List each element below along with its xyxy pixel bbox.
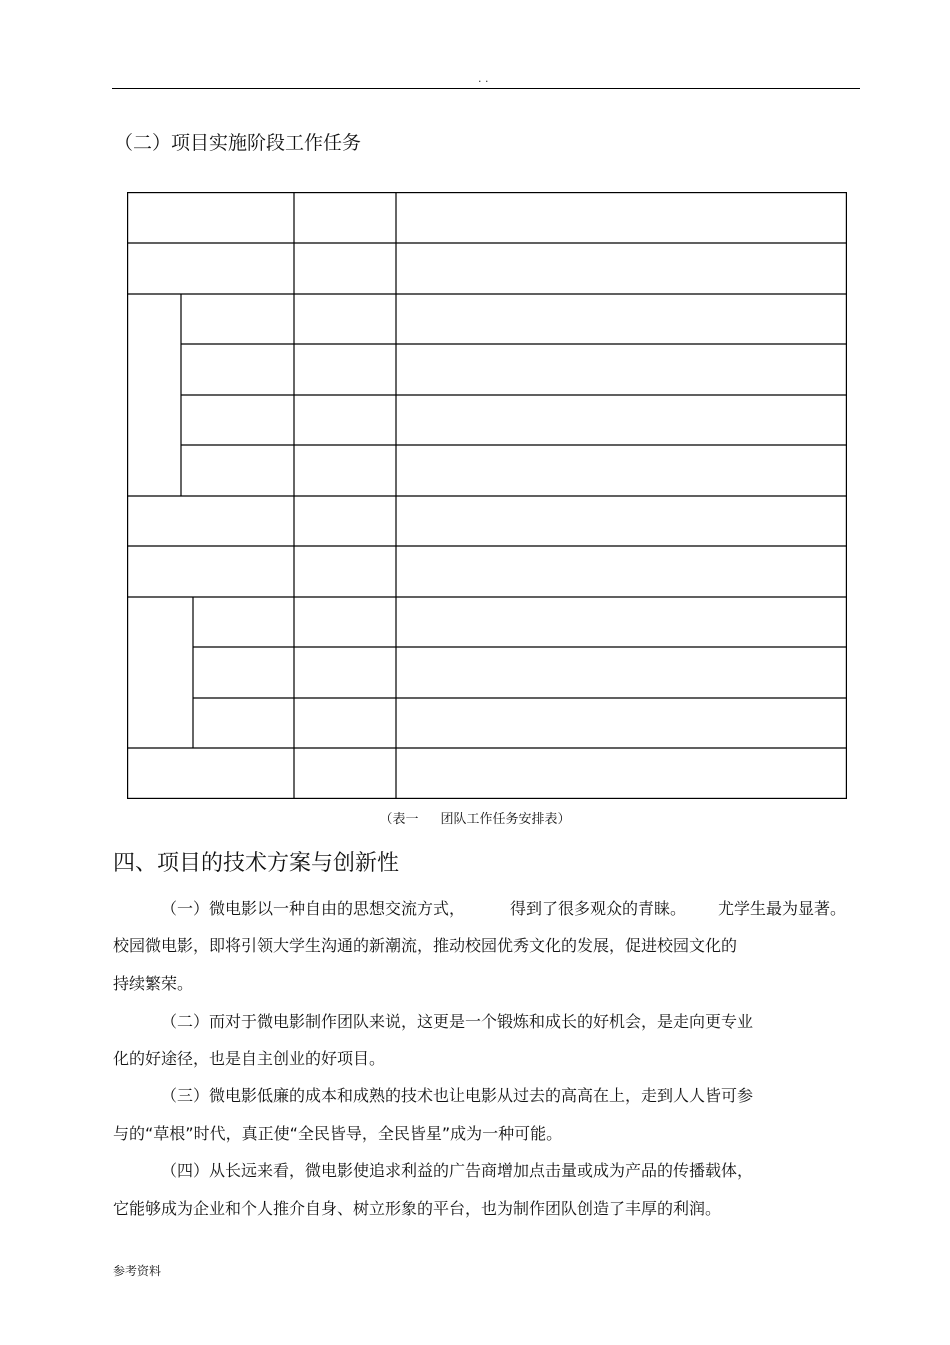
para-2-line: 校园微电影，即将引领大学生沟通的新潮流，推动校园优秀文化的发展，促进校园文化的 [113, 936, 738, 955]
table-caption [0, 808, 950, 827]
task-table [127, 192, 847, 799]
para-1-line-b: 得到了很多观众的青睐。 [510, 899, 687, 918]
para-4-line: （二）而对于微电影制作团队来说，这更是一个锻炼和成长的好机会，是走向更专业 [161, 1012, 754, 1031]
para-7-line: 与的“草根”时代，真正使“全民皆导，全民皆星”成为一种可能。 [113, 1124, 563, 1143]
chapter-title: 四、项目的技术方案与创新性 [113, 851, 400, 876]
para-8-line: （四）从长远来看，微电影使追求利益的广告商增加点击量或成为产品的传播载体， [161, 1161, 754, 1180]
header-mark: . . [478, 72, 489, 85]
para-1-line-a: （一）微电影以一种自由的思想交流方式， [161, 899, 466, 918]
task-table-grid [127, 192, 847, 799]
footer-text: 参考资料 [113, 1264, 162, 1278]
caption-part1: （表一 [379, 812, 419, 827]
para-3-line: 持续繁荣。 [113, 974, 194, 993]
section-title: （二）项目实施阶段工作任务 [114, 132, 362, 154]
para-9-line: 它能够成为企业和个人推介自身、树立形象的平台，也为制作团队创造了丰厚的利润。 [113, 1199, 722, 1218]
para-6-line: （三）微电影低廉的成本和成熟的技术也让电影从过去的高高在上，走到人人皆可参 [161, 1086, 754, 1105]
para-5-line: 化的好途径，也是自主创业的好项目。 [113, 1049, 386, 1068]
header-rule [112, 88, 860, 89]
para-1-line-c: 尤学生最为显著。 [718, 899, 847, 918]
caption-part2: 团队工作任务安排表） [440, 812, 571, 827]
